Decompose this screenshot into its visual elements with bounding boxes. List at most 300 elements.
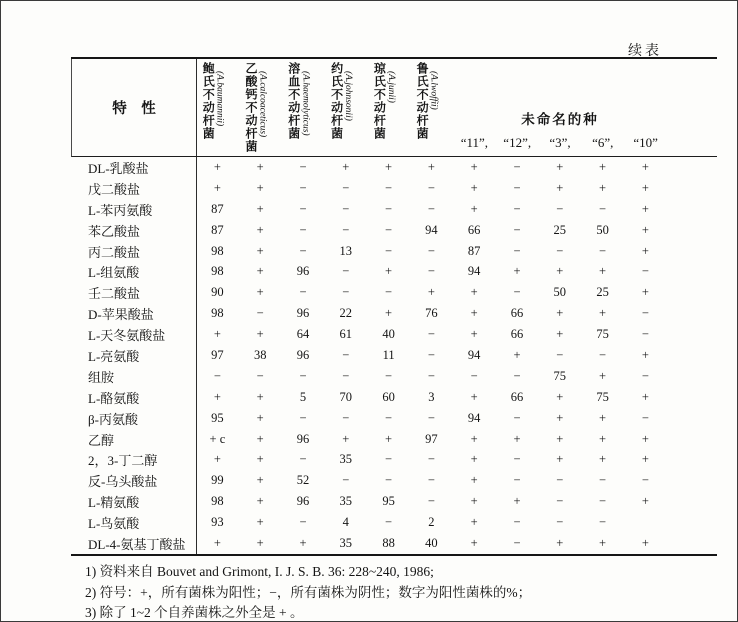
- cell: −: [513, 222, 521, 237]
- cell: +: [213, 389, 221, 404]
- cell: 50: [553, 285, 567, 300]
- cell: −: [513, 515, 521, 530]
- species-column: [196, 59, 239, 156]
- cell: 98: [211, 264, 224, 279]
- cell: +: [256, 452, 264, 467]
- cell: +: [256, 159, 264, 174]
- species-name-cn: 鲍氏不动杆菌: [201, 62, 216, 140]
- cell: +: [556, 452, 564, 467]
- cell: −: [599, 473, 607, 488]
- cell: +: [556, 264, 564, 279]
- cell: 40: [382, 327, 395, 342]
- row-label: D-苹果酸盐: [88, 307, 154, 323]
- unnamed-species-label: 未命名的种: [521, 112, 599, 127]
- cell: +: [470, 515, 478, 530]
- cell: 35: [339, 494, 353, 509]
- cell: 76: [425, 306, 438, 321]
- cell: −: [299, 243, 307, 258]
- cell: 25: [553, 222, 567, 237]
- cell: 95: [382, 494, 395, 509]
- cell: +: [599, 535, 607, 550]
- cell: +: [641, 180, 649, 195]
- cell: −: [599, 494, 607, 509]
- unnamed-column-label: “12”,: [503, 135, 532, 150]
- table-row: [71, 512, 717, 533]
- cell: −: [556, 494, 564, 509]
- cell: 66: [510, 327, 524, 342]
- cell: −: [513, 159, 521, 174]
- row-cells: [196, 327, 667, 342]
- cell: +: [256, 535, 264, 550]
- cell: −: [641, 473, 649, 488]
- table-row: [71, 261, 717, 282]
- cell: +: [599, 159, 607, 174]
- cell: −: [342, 222, 350, 237]
- table-row: [71, 324, 717, 345]
- cell: 98: [211, 306, 224, 321]
- species-column: [324, 59, 367, 156]
- cell: −: [342, 201, 350, 216]
- cell: −: [556, 515, 564, 530]
- cell: −: [599, 515, 607, 530]
- cell: −: [342, 180, 350, 195]
- cell: −: [213, 368, 221, 383]
- species-column: [239, 59, 282, 156]
- cell: +: [256, 180, 264, 195]
- table-row: [71, 533, 717, 554]
- table-body: [71, 157, 717, 554]
- cell: −: [385, 222, 393, 237]
- cell: −: [342, 285, 350, 300]
- cell: 96: [296, 264, 310, 279]
- row-cells: [196, 160, 667, 175]
- cell: −: [342, 410, 350, 425]
- cell: −: [599, 347, 607, 362]
- row-label: 2，3-丁二醇: [88, 453, 158, 469]
- cell: +: [556, 159, 564, 174]
- cell: +: [556, 389, 564, 404]
- cell: −: [427, 327, 435, 342]
- cell: 87: [211, 222, 224, 237]
- cell: −: [299, 368, 307, 383]
- cell: −: [513, 201, 521, 216]
- cell: +: [641, 494, 649, 509]
- feature-column-header: 特 性: [112, 101, 156, 117]
- table-row: [71, 449, 717, 470]
- cell: −: [299, 515, 307, 530]
- continued-table-label: 续表: [628, 44, 662, 59]
- cell: −: [556, 243, 564, 258]
- row-cells: [196, 432, 667, 447]
- cell: 64: [296, 327, 310, 342]
- row-label: 组胺: [88, 369, 115, 385]
- cell: +: [299, 535, 307, 550]
- cell: 66: [467, 222, 481, 237]
- cell: −: [470, 368, 478, 383]
- cell: +: [470, 201, 478, 216]
- cell: +: [470, 535, 478, 550]
- footnote: 2) 符号：+，所有菌株为阳性；−，所有菌株为阴性；数字为阳性菌株的%；: [85, 584, 532, 600]
- table-row: [71, 470, 717, 491]
- cell: −: [427, 180, 435, 195]
- cell: −: [385, 243, 393, 258]
- cell: −: [513, 535, 521, 550]
- cell: −: [641, 327, 649, 342]
- cell: +: [470, 473, 478, 488]
- cell: +: [256, 264, 264, 279]
- cell: +: [470, 285, 478, 300]
- species-name-latin: (A.haemolyticus): [300, 71, 311, 136]
- cell: +: [213, 159, 221, 174]
- cell: −: [342, 473, 350, 488]
- cell: −: [385, 180, 393, 195]
- unnamed-column-label: “3”,: [549, 135, 571, 150]
- unnamed-column-label: “10”: [633, 135, 658, 150]
- cell: +: [256, 327, 264, 342]
- cell: −: [299, 222, 307, 237]
- row-label: 苯乙酸盐: [88, 223, 141, 239]
- cell: 95: [211, 410, 224, 425]
- cell: −: [513, 473, 521, 488]
- cell: +: [470, 306, 478, 321]
- cell: +: [641, 389, 649, 404]
- table-row: [71, 491, 717, 512]
- cell: +: [470, 389, 478, 404]
- cell: 50: [596, 222, 609, 237]
- cell: 94: [425, 222, 438, 237]
- species-name-latin: (A.baumannii): [214, 71, 225, 127]
- cell: 70: [339, 389, 353, 404]
- row-label: DL-4-氨基丁酸盐: [88, 536, 186, 552]
- cell: +: [556, 306, 564, 321]
- cell: −: [342, 264, 350, 279]
- cell: 94: [467, 264, 481, 279]
- cell: +: [556, 410, 564, 425]
- cell: 87: [211, 201, 224, 216]
- cell: −: [385, 285, 393, 300]
- cell: +: [342, 431, 350, 446]
- cell: + c: [209, 431, 226, 446]
- cell: 35: [339, 535, 353, 550]
- species-name-cn: 乙酸钙不动杆菌: [243, 62, 258, 153]
- row-cells: [196, 390, 667, 405]
- cell: +: [256, 285, 264, 300]
- cell: 90: [211, 285, 224, 300]
- row-label: L-精氨酸: [88, 495, 140, 511]
- species-name-latin: (A.johnsonii): [343, 71, 354, 121]
- cell: +: [599, 306, 607, 321]
- cell: +: [470, 431, 478, 446]
- cell: −: [641, 264, 649, 279]
- footnote: 3) 除了 1~2 个自养菌株之外全是 + 。: [85, 605, 304, 620]
- cell: +: [342, 159, 350, 174]
- cell: +: [256, 389, 264, 404]
- cell: +: [641, 535, 649, 550]
- row-label: 丙二酸盐: [88, 244, 141, 260]
- cell: −: [427, 368, 435, 383]
- cell: −: [299, 180, 307, 195]
- cell: 96: [296, 494, 310, 509]
- row-label: β-丙氨酸: [88, 411, 138, 427]
- cell: 52: [296, 473, 310, 488]
- table-row: [71, 220, 717, 241]
- cell: −: [385, 201, 393, 216]
- row-label: L-亮氨酸: [88, 348, 140, 364]
- cell: −: [299, 201, 307, 216]
- cell: +: [385, 431, 393, 446]
- row-cells: [196, 494, 667, 509]
- footnotes: [85, 562, 727, 622]
- cell: +: [641, 347, 649, 362]
- row-label: L-鸟氨酸: [88, 516, 140, 532]
- table-row: [71, 366, 717, 387]
- cell: 98: [211, 494, 224, 509]
- cell: 94: [467, 347, 481, 362]
- species-column: [367, 59, 410, 156]
- cell: +: [599, 264, 607, 279]
- species-name-cn: 琼氏不动杆菌: [372, 62, 387, 140]
- row-cells: [196, 369, 667, 384]
- cell: +: [599, 410, 607, 425]
- cell: +: [641, 243, 649, 258]
- species-name-cn: 鲁氏不动杆菌: [415, 62, 430, 140]
- cell: +: [385, 159, 393, 174]
- row-cells: [196, 244, 667, 259]
- cell: +: [256, 410, 264, 425]
- cell: +: [599, 452, 607, 467]
- cell: −: [342, 368, 350, 383]
- cell: 93: [211, 515, 224, 530]
- cell: 94: [467, 410, 481, 425]
- characteristics-table: [71, 57, 717, 556]
- cell: 97: [211, 347, 224, 362]
- table-row: [71, 241, 717, 262]
- cell: +: [256, 473, 264, 488]
- cell: +: [385, 306, 393, 321]
- cell: 11: [382, 347, 395, 362]
- cell: −: [641, 410, 649, 425]
- row-label: L-酪氨酸: [88, 390, 140, 406]
- cell: 25: [596, 285, 609, 300]
- cell: −: [599, 201, 607, 216]
- row-cells: [196, 411, 667, 426]
- table-header: [71, 59, 717, 157]
- table-row: [71, 178, 717, 199]
- cell: +: [470, 327, 478, 342]
- cell: +: [213, 452, 221, 467]
- cell: +: [427, 285, 435, 300]
- row-cells: [196, 202, 667, 217]
- cell: +: [256, 515, 264, 530]
- cell: −: [513, 368, 521, 383]
- cell: −: [427, 494, 435, 509]
- cell: −: [385, 452, 393, 467]
- cell: +: [256, 243, 264, 258]
- cell: +: [213, 327, 221, 342]
- unnamed-species-group: [453, 59, 667, 156]
- cell: +: [513, 264, 521, 279]
- row-cells: [196, 536, 667, 551]
- row-label: L-苯丙氨酸: [88, 202, 153, 218]
- cell: 98: [211, 243, 224, 258]
- species-name-cn: 溶血不动杆菌: [286, 62, 301, 140]
- row-label: 壬二酸盐: [88, 286, 141, 302]
- species-headers: [196, 59, 453, 156]
- cell: 75: [553, 368, 567, 383]
- table-row: [71, 429, 717, 450]
- cell: −: [556, 473, 564, 488]
- cell: −: [513, 285, 521, 300]
- cell: +: [256, 494, 264, 509]
- cell: 22: [339, 306, 353, 321]
- cell: 60: [382, 389, 395, 404]
- cell: 97: [425, 431, 438, 446]
- cell: 87: [467, 243, 481, 258]
- cell: −: [427, 347, 435, 362]
- cell: −: [299, 285, 307, 300]
- row-label: L-组氨酸: [88, 265, 140, 281]
- row-label: L-天冬氨酸盐: [88, 328, 166, 344]
- cell: −: [385, 410, 393, 425]
- cell: −: [513, 452, 521, 467]
- row-cells: [196, 452, 667, 467]
- cell: +: [599, 368, 607, 383]
- species-name-latin: (A.junii): [385, 71, 396, 103]
- cell: +: [641, 159, 649, 174]
- species-name-latin: (A.calcoaceticus): [257, 71, 268, 138]
- table-row: [71, 408, 717, 429]
- table-row: [71, 387, 717, 408]
- cell: −: [513, 180, 521, 195]
- cell: 99: [211, 473, 224, 488]
- cell: −: [385, 368, 393, 383]
- cell: 75: [596, 327, 609, 342]
- cell: −: [427, 264, 435, 279]
- cell: +: [641, 285, 649, 300]
- unnamed-columns: [453, 135, 667, 151]
- species-name-cn: 约氏不动杆菌: [329, 62, 344, 140]
- cell: +: [385, 264, 393, 279]
- cell: +: [556, 431, 564, 446]
- cell: −: [299, 410, 307, 425]
- cell: +: [599, 180, 607, 195]
- row-label: DL-乳酸盐: [88, 160, 149, 176]
- cell: 2: [428, 515, 435, 530]
- row-cells: [196, 223, 667, 238]
- cell: −: [385, 473, 393, 488]
- row-cells: [196, 181, 667, 196]
- cell: 75: [596, 389, 609, 404]
- cell: −: [385, 515, 393, 530]
- cell: −: [556, 201, 564, 216]
- cell: +: [513, 431, 521, 446]
- cell: +: [599, 431, 607, 446]
- table-row: [71, 282, 717, 303]
- cell: 96: [296, 306, 310, 321]
- species-column: [282, 59, 325, 156]
- cell: 88: [382, 535, 395, 550]
- cell: −: [427, 473, 435, 488]
- table-row: [71, 199, 717, 220]
- cell: +: [641, 452, 649, 467]
- footnote: 1) 资料来自 Bouvet and Grimont, I. J. S. B. 36: 228~240, 1986;: [85, 564, 434, 579]
- row-label: 戊二酸盐: [88, 181, 141, 197]
- cell: 40: [425, 535, 438, 550]
- cell: −: [299, 452, 307, 467]
- cell: +: [641, 201, 649, 216]
- species-column: [410, 59, 453, 156]
- cell: −: [256, 368, 264, 383]
- row-cells: [196, 264, 667, 279]
- cell: +: [641, 431, 649, 446]
- cell: −: [513, 243, 521, 258]
- cell: 4: [342, 515, 349, 530]
- cell: 66: [510, 306, 524, 321]
- cell: −: [599, 243, 607, 258]
- cell: −: [427, 410, 435, 425]
- cell: −: [641, 368, 649, 383]
- cell: [624, 515, 667, 530]
- cell: +: [470, 180, 478, 195]
- cell: 61: [339, 327, 353, 342]
- row-cells: [196, 473, 667, 488]
- cell: −: [427, 201, 435, 216]
- cell: +: [213, 535, 221, 550]
- cell: 38: [253, 347, 267, 362]
- cell: +: [470, 494, 478, 509]
- cell: +: [256, 431, 264, 446]
- cell: −: [342, 347, 350, 362]
- unnamed-column-label: “11”,: [460, 135, 489, 150]
- cell: +: [470, 452, 478, 467]
- cell: −: [427, 243, 435, 258]
- cell: +: [256, 201, 264, 216]
- cell: 5: [299, 389, 307, 404]
- cell: 3: [428, 389, 435, 404]
- species-name-latin: (A.lwoffii): [428, 71, 439, 110]
- cell: +: [427, 159, 435, 174]
- table-row: [71, 157, 717, 178]
- cell: +: [513, 347, 521, 362]
- cell: −: [256, 306, 264, 321]
- row-label: 反-乌头酸盐: [88, 474, 158, 490]
- cell: 96: [296, 431, 310, 446]
- cell: +: [213, 180, 221, 195]
- row-cells: [196, 348, 667, 363]
- cell: +: [556, 180, 564, 195]
- row-label: 乙醇: [88, 432, 115, 448]
- cell: +: [641, 222, 649, 237]
- row-cells: [196, 285, 667, 300]
- cell: −: [299, 159, 307, 174]
- cell: 96: [296, 347, 310, 362]
- cell: −: [641, 306, 649, 321]
- cell: 66: [510, 389, 524, 404]
- cell: −: [427, 452, 435, 467]
- cell: +: [556, 535, 564, 550]
- cell: +: [256, 222, 264, 237]
- table-row: [71, 345, 717, 366]
- cell: +: [513, 494, 521, 509]
- cell: −: [556, 347, 564, 362]
- row-cells: [196, 306, 667, 321]
- table-row: [71, 303, 717, 324]
- cell: +: [470, 159, 478, 174]
- cell: +: [556, 327, 564, 342]
- row-cells: [196, 515, 667, 530]
- cell: −: [513, 410, 521, 425]
- cell: 35: [339, 452, 353, 467]
